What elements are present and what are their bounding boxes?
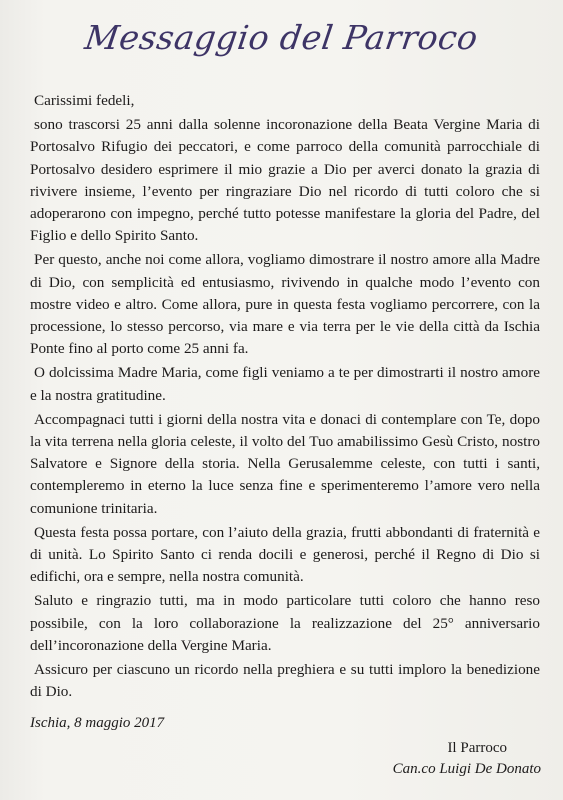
signature-name: Can.co Luigi De Donato bbox=[392, 761, 541, 777]
letter-date: Ischia, 8 maggio 2017 bbox=[30, 715, 165, 731]
paragraph-1: sono trascorsi 25 anni dalla solenne incoronazione della Beata Vergine Maria di Portosalvo Rifugio dei peccatori, e come parroco della comunità parrocchiale di Portosalvo desidero esprimere il mio grazie a Dio per averci donato la grazia di rivivere insieme, l’evento per ringraziare Dio nel ricordo di tutti coloro che si adoperarono con impegno, perché tutto potesse manifestare la gloria del Padre, del Figlio e dello Spirito Santo. bbox=[30, 116, 540, 245]
paragraph-3: O dolcissima Madre Maria, come figli veniamo a te per dimostrarti il nostro amore e la nostra gratitudine. bbox=[30, 364, 540, 404]
paragraph-4: Accompagnaci tutti i giorni della nostra vita e donaci di contemplare con Te, dopo la vita terrena nella gloria celeste, il volto del Tuo amabilissimo Gesù Cristo, nostro Salvatore e Signore della storia. Nella Gerusalemme celeste, con tutti i santi, contempleremo in eterno la luce senza fine e sperimenteremo l’amore vero nella comunione trinitaria. bbox=[30, 410, 540, 517]
signature-block bbox=[393, 738, 541, 780]
page-title: Messaggio del Parroco bbox=[82, 18, 481, 57]
greeting: Carissimi fedeli, bbox=[34, 92, 135, 109]
letter-body bbox=[30, 90, 540, 703]
paragraph-5: Questa festa possa portare, con l’aiuto della grazia, frutti abbondanti di fraternità e di unità. Lo Spirito Santo ci renda docili e generosi, perché il Regno di Dio si edifichi, ora e sempre, nella nostra comunità. bbox=[30, 523, 540, 586]
paragraph-6: Saluto e ringrazio tutti, ma in modo particolare tutti coloro che hanno reso possibile, con la loro collaborazione la realizzazione del 25° anniversario dell’incoronazione della Vergine Maria. bbox=[30, 592, 540, 654]
signature-role: Il Parroco bbox=[447, 740, 507, 756]
paragraph-7: Assicuro per ciascuno un ricordo nella preghiera e su tutti imploro la benedizione di Dio. bbox=[30, 661, 540, 701]
paragraph-2: Per questo, anche noi come allora, vogliamo dimostrare il nostro amore alla Madre di Dio, con semplicità ed entusiasmo, rivivendo in qualche modo l’evento con mostre video e altro. Come allora, pure in questa festa vogliamo percorrere, con la processione, lo stesso percorso, via mare e via terra per le vie della città da Ischia Ponte fino al porto come 25 anni fa. bbox=[30, 251, 540, 358]
